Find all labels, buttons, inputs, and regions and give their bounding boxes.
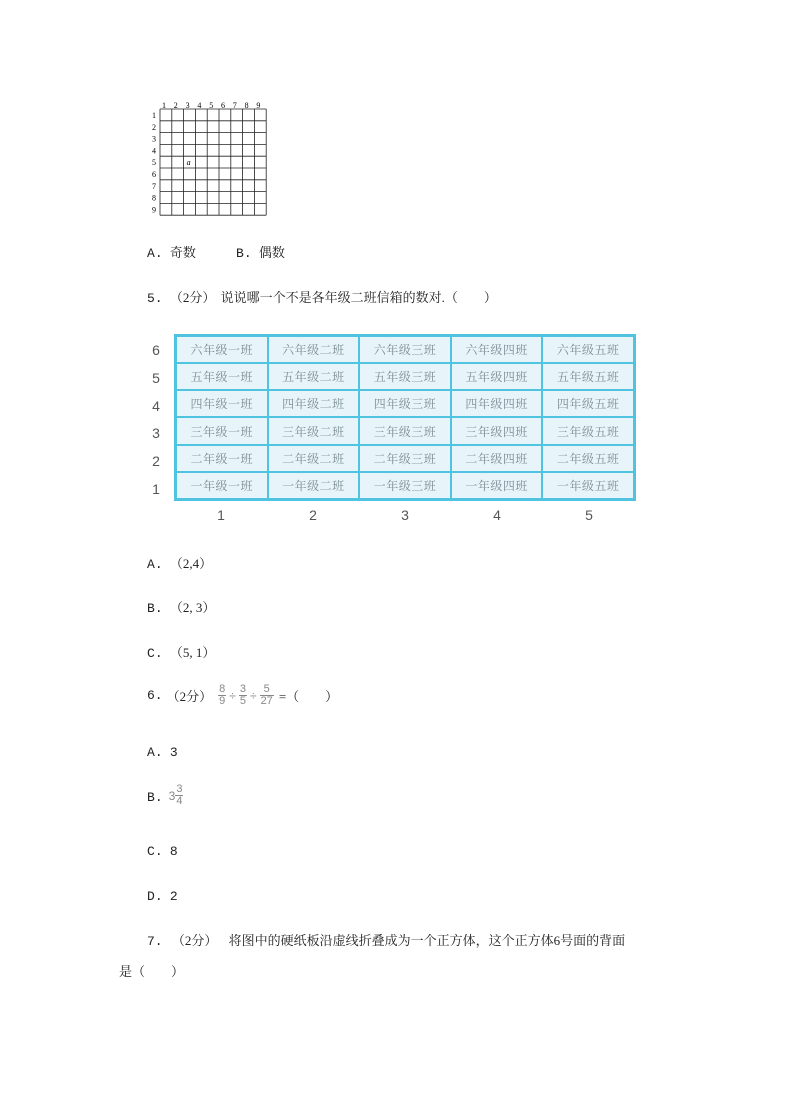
mailbox-cell: 五年级二班: [268, 363, 360, 390]
mailbox-cell: 四年级五班: [542, 390, 634, 417]
mailbox-cell: 一年级四班: [451, 472, 543, 499]
q4-option-b[interactable]: [236, 242, 285, 261]
col-label: 5: [585, 507, 593, 523]
col-label: 4: [493, 507, 501, 523]
mailbox-cell: 六年级四班: [451, 336, 543, 363]
question-score: （2分）: [171, 933, 218, 948]
col-label: 1: [217, 507, 225, 523]
grid-col-label: 1: [162, 101, 166, 110]
q7-question-line2: [119, 961, 184, 980]
mailbox-cell: 三年级四班: [451, 417, 543, 444]
mailbox-cell: 五年级一班: [176, 363, 268, 390]
grid-row-label: 2: [152, 122, 156, 132]
mailbox-table-figure: [145, 330, 645, 525]
q5-option-c[interactable]: [147, 642, 215, 661]
mailbox-cell: 四年级一班: [176, 390, 268, 417]
mailbox-cell: 五年级五班: [542, 363, 634, 390]
option-sep: .: [154, 790, 163, 805]
option-text: （2, 3）: [169, 600, 216, 615]
mailbox-cell: 二年级二班: [268, 445, 360, 472]
row-label: 5: [152, 370, 160, 386]
mailbox-cell: 一年级三班: [359, 472, 451, 499]
row-label: 4: [152, 398, 160, 414]
q6-option-d[interactable]: [147, 888, 178, 904]
mixed-fraction: [175, 784, 183, 807]
option-letter: B: [147, 601, 155, 616]
mailbox-cell: 二年级一班: [176, 445, 268, 472]
mailbox-cell: 三年级二班: [268, 417, 360, 444]
divide-sign: ÷: [229, 688, 236, 703]
fraction-1: [218, 684, 226, 707]
grid-row-label: 3: [152, 134, 156, 144]
row-label: 2: [152, 453, 160, 469]
q6-option-a[interactable]: [147, 744, 178, 760]
option-text: 奇数: [169, 245, 196, 260]
q5-question: [147, 287, 497, 306]
denominator: 9: [219, 695, 226, 707]
mailbox-cell: 一年级一班: [176, 472, 268, 499]
grid-row-label: 8: [152, 193, 156, 203]
mailbox-cell: 六年级二班: [268, 336, 360, 363]
grid-row-label: 6: [152, 170, 156, 179]
option-sep: .: [154, 889, 163, 904]
grid-col-label: 6: [221, 101, 225, 110]
mailbox-cell: 二年级三班: [359, 445, 451, 472]
option-letter: A: [147, 557, 155, 572]
numerator: 3: [239, 683, 246, 695]
row-label: 3: [152, 425, 160, 441]
mailbox-cell: 二年级五班: [542, 445, 634, 472]
mailbox-grid: [174, 334, 636, 501]
divide-sign: ÷: [249, 688, 257, 703]
denominator: 27: [260, 695, 273, 707]
col-label: 2: [309, 507, 317, 523]
question-score: （2分）: [169, 290, 216, 305]
fraction-2: [239, 684, 247, 707]
q6-option-b[interactable]: [147, 784, 183, 807]
denominator: 4: [176, 795, 183, 807]
row-label: 6: [152, 342, 160, 358]
option-letter: B: [147, 790, 155, 805]
grid-col-label: 9: [256, 101, 261, 110]
mailbox-cell: 三年级五班: [542, 417, 634, 444]
q6-option-c[interactable]: [147, 843, 178, 859]
option-text: 偶数: [258, 245, 285, 260]
mailbox-cell: 三年级三班: [359, 417, 451, 444]
mailbox-cell: 六年级五班: [542, 336, 634, 363]
option-letter: C: [147, 646, 155, 661]
row-label: 1: [152, 481, 160, 497]
option-letter: C: [147, 844, 155, 859]
option-text: 8: [169, 844, 178, 859]
question-number: 6.: [147, 688, 163, 703]
grid-row-label: 5: [152, 158, 156, 168]
grid-row-label: 1: [152, 111, 156, 120]
option-sep: .: [154, 646, 163, 661]
grid-col-label: 8: [244, 101, 249, 110]
numerator: 3: [176, 783, 183, 795]
option-text: 2: [169, 889, 178, 904]
grid-col-label: 2: [173, 101, 178, 110]
option-text: （5, 1）: [169, 645, 216, 660]
q6-question: [147, 684, 338, 707]
question-text: 将图中的硬纸板沿虚线折叠成为一个正方体，这个正方体6号面的背面: [228, 933, 626, 948]
mailbox-cell: 四年级二班: [268, 390, 360, 417]
numerator: 8: [219, 683, 226, 695]
q7-question-line1: [147, 930, 625, 949]
mailbox-cell: 四年级三班: [359, 390, 451, 417]
option-sep: .: [154, 745, 163, 760]
mailbox-cell: 二年级四班: [451, 445, 543, 472]
option-sep: .: [154, 246, 163, 261]
question-tail: =（ ）: [278, 689, 339, 704]
option-sep: .: [243, 246, 252, 261]
option-sep: .: [154, 844, 163, 859]
grid-marker-a: a: [186, 158, 191, 168]
option-text: （2,4）: [169, 556, 213, 571]
denominator: 5: [239, 695, 246, 707]
question-text: 说说哪一个不是各年级二班信箱的数对.（ ）: [220, 290, 497, 305]
grid-row-label: 4: [152, 146, 156, 156]
grid-col-label: 4: [197, 101, 202, 110]
grid-col-label: 3: [185, 101, 190, 110]
question-number: 7.: [147, 934, 163, 949]
grid-row-label: 9: [152, 205, 156, 215]
mailbox-cell: 五年级四班: [451, 363, 543, 390]
mailbox-cell: 六年级一班: [176, 336, 268, 363]
grid-col-label: 5: [209, 101, 214, 110]
grid-row-label: 7: [152, 181, 156, 191]
question-number: 5.: [147, 291, 163, 306]
mixed-whole: 3: [168, 788, 176, 803]
option-letter: A: [147, 246, 155, 261]
question-text-cont: 是（ ）: [119, 964, 185, 979]
fraction-3: [260, 684, 274, 707]
numerator: 5: [260, 684, 274, 696]
q5-option-a[interactable]: [147, 553, 212, 572]
mixed-number: [169, 784, 184, 807]
mailbox-cell: 六年级三班: [359, 336, 451, 363]
mailbox-cell: 五年级三班: [359, 363, 451, 390]
option-letter: D: [147, 889, 155, 904]
mailbox-cell: 一年级五班: [542, 472, 634, 499]
grid-svg: [146, 100, 271, 220]
option-sep: .: [154, 557, 163, 572]
question-score: （2分）: [166, 689, 213, 704]
col-label: 3: [401, 507, 409, 523]
option-sep: .: [154, 601, 163, 616]
mailbox-cell: 一年级二班: [268, 472, 360, 499]
grid-col-label: 7: [232, 101, 237, 110]
option-text: 3: [169, 745, 178, 760]
option-letter: B: [236, 246, 244, 261]
mailbox-cell: 三年级一班: [176, 417, 268, 444]
q4-option-a[interactable]: [147, 242, 196, 261]
q5-option-b[interactable]: [147, 597, 215, 616]
mailbox-cell: 四年级四班: [451, 390, 543, 417]
coordinate-grid-figure: [146, 100, 271, 220]
option-letter: A: [147, 745, 155, 760]
